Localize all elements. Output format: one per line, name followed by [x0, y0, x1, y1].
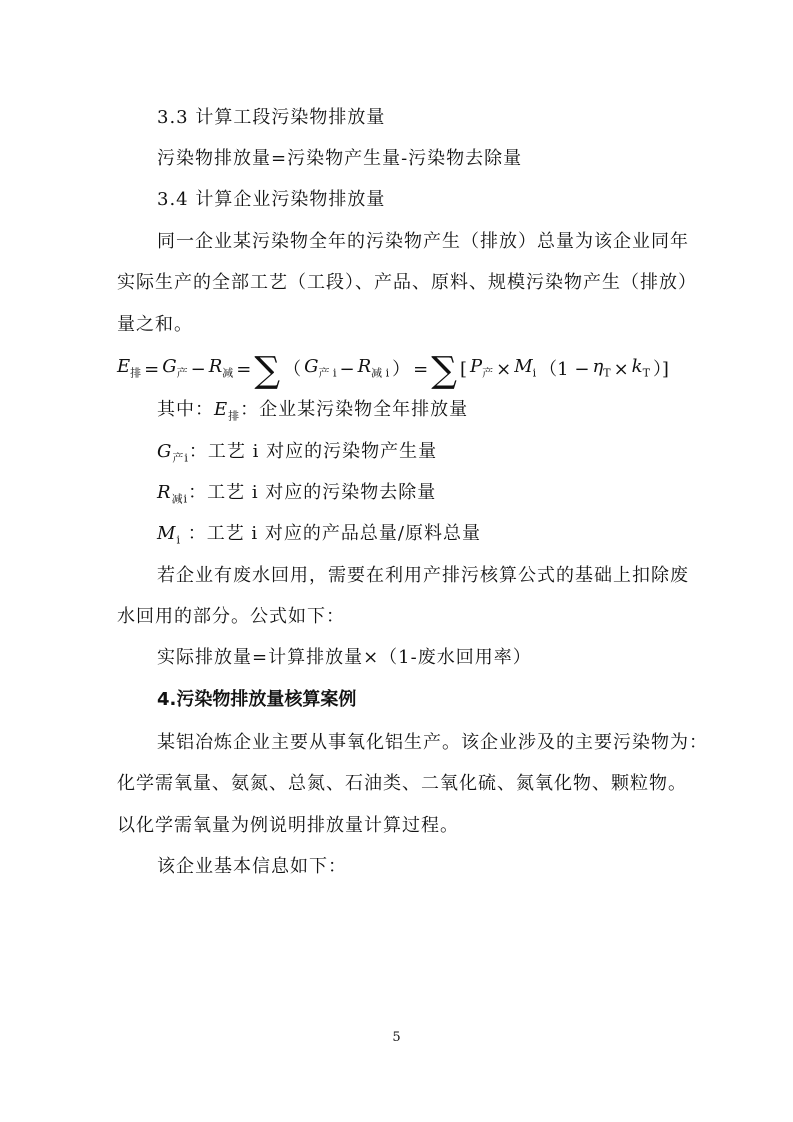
paragraph-line: 实际生产的全部工艺（工段）、产品、原料、规模污染物产生（排放）	[117, 272, 697, 293]
paragraph-line: 该企业基本信息如下：	[157, 856, 347, 877]
paragraph-line: 水回用的部分。公式如下：	[117, 606, 345, 627]
definition-R: $R_{减i}$：工艺 i 对应的污染物去除量	[157, 482, 437, 506]
page-number: 5	[392, 1030, 401, 1045]
sum-symbol: ∑	[431, 350, 457, 391]
section-3-4-heading: 3.4 计算企业污染物排放量	[157, 189, 386, 210]
paragraph-line: 若企业有废水回用，需要在利用产排污核算公式的基础上扣除废	[157, 565, 689, 586]
paragraph-line: 同一企业某污染物全年的污染物产生（排放）总量为该企业同年	[157, 231, 689, 252]
section-4-heading: 4.污染物排放量核算案例	[157, 689, 357, 710]
emission-formula: $E_排$ = $G_产$ − $R_减$ = ∑ （ $G_{产 i}$ − $R_{减 i}$ ） = ∑ [ $P_产$ × $M_i$ （1 − $\eta_T$ × $k_T$ ）]	[117, 350, 669, 391]
section-3-3-heading: 3.3 计算工段污染物排放量	[157, 107, 386, 128]
definition-E: 其中：$E_排$：企业某污染物全年排放量	[157, 399, 469, 423]
paragraph-line: 某铝冶炼企业主要从事氧化铝生产。该企业涉及的主要污染物为：	[157, 732, 708, 753]
paragraph-line: 量之和。	[117, 314, 193, 335]
definition-M: $M_i$ ：工艺 i 对应的产品总量/原料总量	[157, 523, 481, 547]
reuse-formula: 实际排放量=计算排放量×（1-废水回用率）	[157, 647, 532, 668]
definition-G: $G_{产i}$：工艺 i 对应的污染物产生量	[157, 441, 438, 465]
paragraph-line: 以化学需氧量为例说明排放量计算过程。	[117, 815, 459, 836]
paragraph-line: 化学需氧量、氨氮、总氮、石油类、二氧化硫、氮氧化物、颗粒物。	[117, 773, 687, 794]
section-3-3-formula: 污染物排放量=污染物产生量-污染物去除量	[157, 148, 523, 169]
sum-symbol: ∑	[254, 350, 281, 391]
